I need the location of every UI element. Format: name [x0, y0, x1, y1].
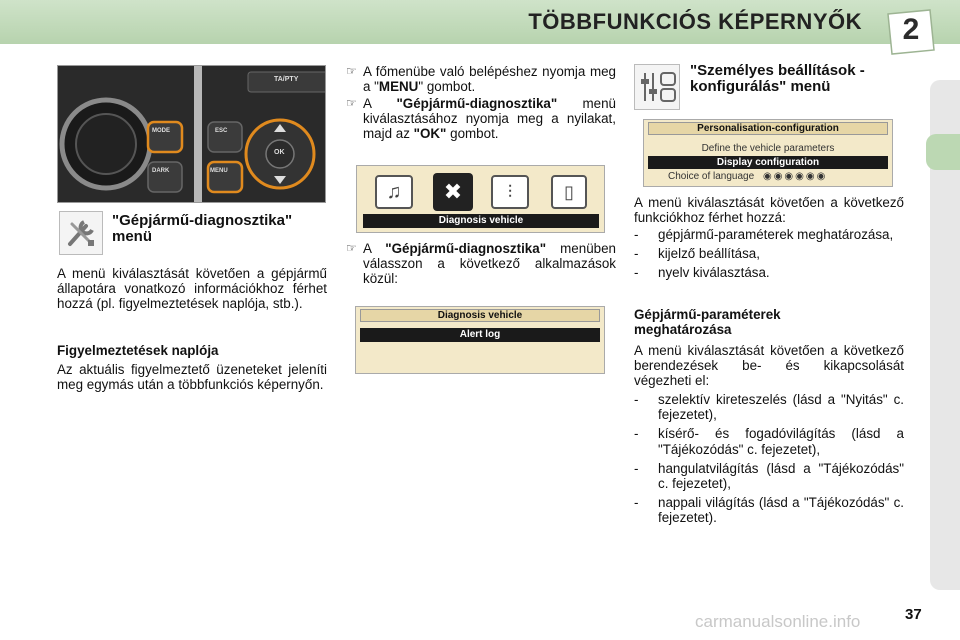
chapter-badge: [884, 8, 938, 56]
step3-post: menüben válasszon a következő alkalmazások közül:: [363, 241, 616, 287]
pointer-hand-icon: ☞: [346, 241, 357, 255]
chapter-number: 2: [902, 13, 920, 46]
phone-icon: ▯: [551, 175, 587, 209]
settings-sliders-icon: [635, 65, 679, 109]
wrench-icon: ✖: [433, 173, 473, 211]
step-choose-text: [363, 241, 616, 287]
step1-menu-key: MENU: [378, 79, 419, 95]
control-panel-illustration: [58, 66, 326, 203]
diagnosis-icon-box: [59, 211, 103, 255]
button-label-mode: MODE: [152, 128, 170, 134]
list-item: - gépjármű-paraméterek meghatározása,: [634, 227, 904, 242]
button-label-ok: OK: [274, 149, 285, 156]
list-item: - hangulatvilágítás (lásd a "Tájékozódás" c. fejezetet),: [634, 461, 904, 491]
diagnosis-screen-title: Diagnosis vehicle: [360, 309, 600, 322]
step1-pre: A főmenübe való belépéshez nyomja meg a ": [363, 64, 616, 95]
button-label-ta-pty: TA/PTY: [274, 76, 299, 83]
personalisation-screen-title: Personalisation-configuration: [648, 122, 888, 135]
wrench-screwdriver-icon: [60, 212, 102, 254]
button-label-menu: MENU: [210, 168, 228, 174]
menu-icon-row: [375, 173, 590, 213]
step1-post: " gombot.: [418, 79, 476, 95]
language-flag-icons: ◉◉◉◉◉◉: [762, 171, 828, 182]
step2-pre: A: [363, 96, 397, 111]
media-icon: ♫: [375, 175, 413, 209]
vehicle-parameters-list: [634, 392, 904, 530]
personalisation-menu-title: "Személyes beállítások - konfigurálás" menü: [690, 62, 865, 95]
step-select-text: [363, 96, 616, 142]
step2-mid: menü kiválasztásához nyomja meg a nyilakat, majd az: [363, 96, 616, 142]
step3-key: "Gépjármű-diagnosztika": [385, 241, 547, 256]
step2-ok-key: "OK": [413, 126, 447, 142]
vehicle-parameters-body: A menü kiválasztását követően a következő berendezések be- és kikapcsolását végezheti el:: [634, 343, 904, 389]
step-choose-app: [346, 241, 616, 287]
screen-item-define-parameters: Define the vehicle parameters: [701, 143, 835, 154]
list-item: - nyelv kiválasztása.: [634, 265, 904, 280]
step-menu-button: [346, 64, 616, 94]
button-label-dark: DARK: [152, 168, 170, 174]
control-panel-photo: [57, 65, 326, 203]
page-number: 37: [905, 606, 922, 623]
side-tab-active[interactable]: [926, 134, 960, 170]
list-item: - szelektív kireteszelés (lásd a "Nyitás" c. fejezetet),: [634, 392, 904, 422]
list-item: - kijelző beállítása,: [634, 246, 904, 261]
step-menu-text: [363, 64, 616, 94]
alert-log-body: Az aktuális figyelmeztető üzeneteket jeleníti meg egymás után a többfunkciós képernyőn.: [57, 362, 327, 393]
main-menu-selected-label: Diagnosis vehicle: [363, 214, 599, 228]
diagnosis-screen: [355, 306, 605, 374]
button-label-esc: ESC: [215, 128, 228, 134]
personalisation-options-list: [634, 227, 904, 285]
screen-item-language: [668, 170, 888, 183]
list-item: - nappali világítás (lásd a "Tájékozódás" c. fejezetet).: [634, 495, 904, 525]
diagnosis-menu-title: "Gépjármű-diagnosztika" menü: [112, 212, 293, 245]
personalisation-icon-box: [634, 64, 680, 110]
step2-post: gombot.: [446, 126, 499, 142]
step3-pre: A: [363, 241, 386, 256]
personalisation-intro: A menü kiválasztását követően a következő funkciókhoz férhet hozzá:: [634, 195, 904, 226]
language-label: Choice of language: [668, 171, 755, 182]
settings-sliders-icon: ⫶: [491, 175, 529, 209]
screen-item-display-config: Display configuration: [648, 156, 888, 169]
diagnosis-menu-body: A menü kiválasztását követően a gépjármű állapotára vonatkozó információkhoz férhet hozzá (pl. figyelmeztetések naplója, stb.).: [57, 266, 327, 312]
main-menu-screen: [356, 165, 605, 233]
pointer-hand-icon: ☞: [346, 96, 357, 110]
vehicle-parameters-heading: Gépjármű-paraméterek meghatározása: [634, 307, 781, 338]
list-item: - kísérő- és fogadóvilágítás (lásd a "Tájékozódás" c. fejezetet),: [634, 426, 904, 456]
page-title: TÖBBFUNKCIÓS KÉPERNYŐK: [528, 9, 862, 34]
step2-key: "Gépjármű-diagnosztika": [396, 96, 558, 111]
step-select-diagnosis: [346, 96, 616, 142]
personalisation-screen: [643, 119, 893, 187]
alert-log-item: Alert log: [360, 328, 600, 342]
watermark: carmanualsonline.info: [695, 612, 861, 631]
pointer-hand-icon: ☞: [346, 64, 357, 78]
alert-log-heading: Figyelmeztetések naplója: [57, 343, 219, 358]
